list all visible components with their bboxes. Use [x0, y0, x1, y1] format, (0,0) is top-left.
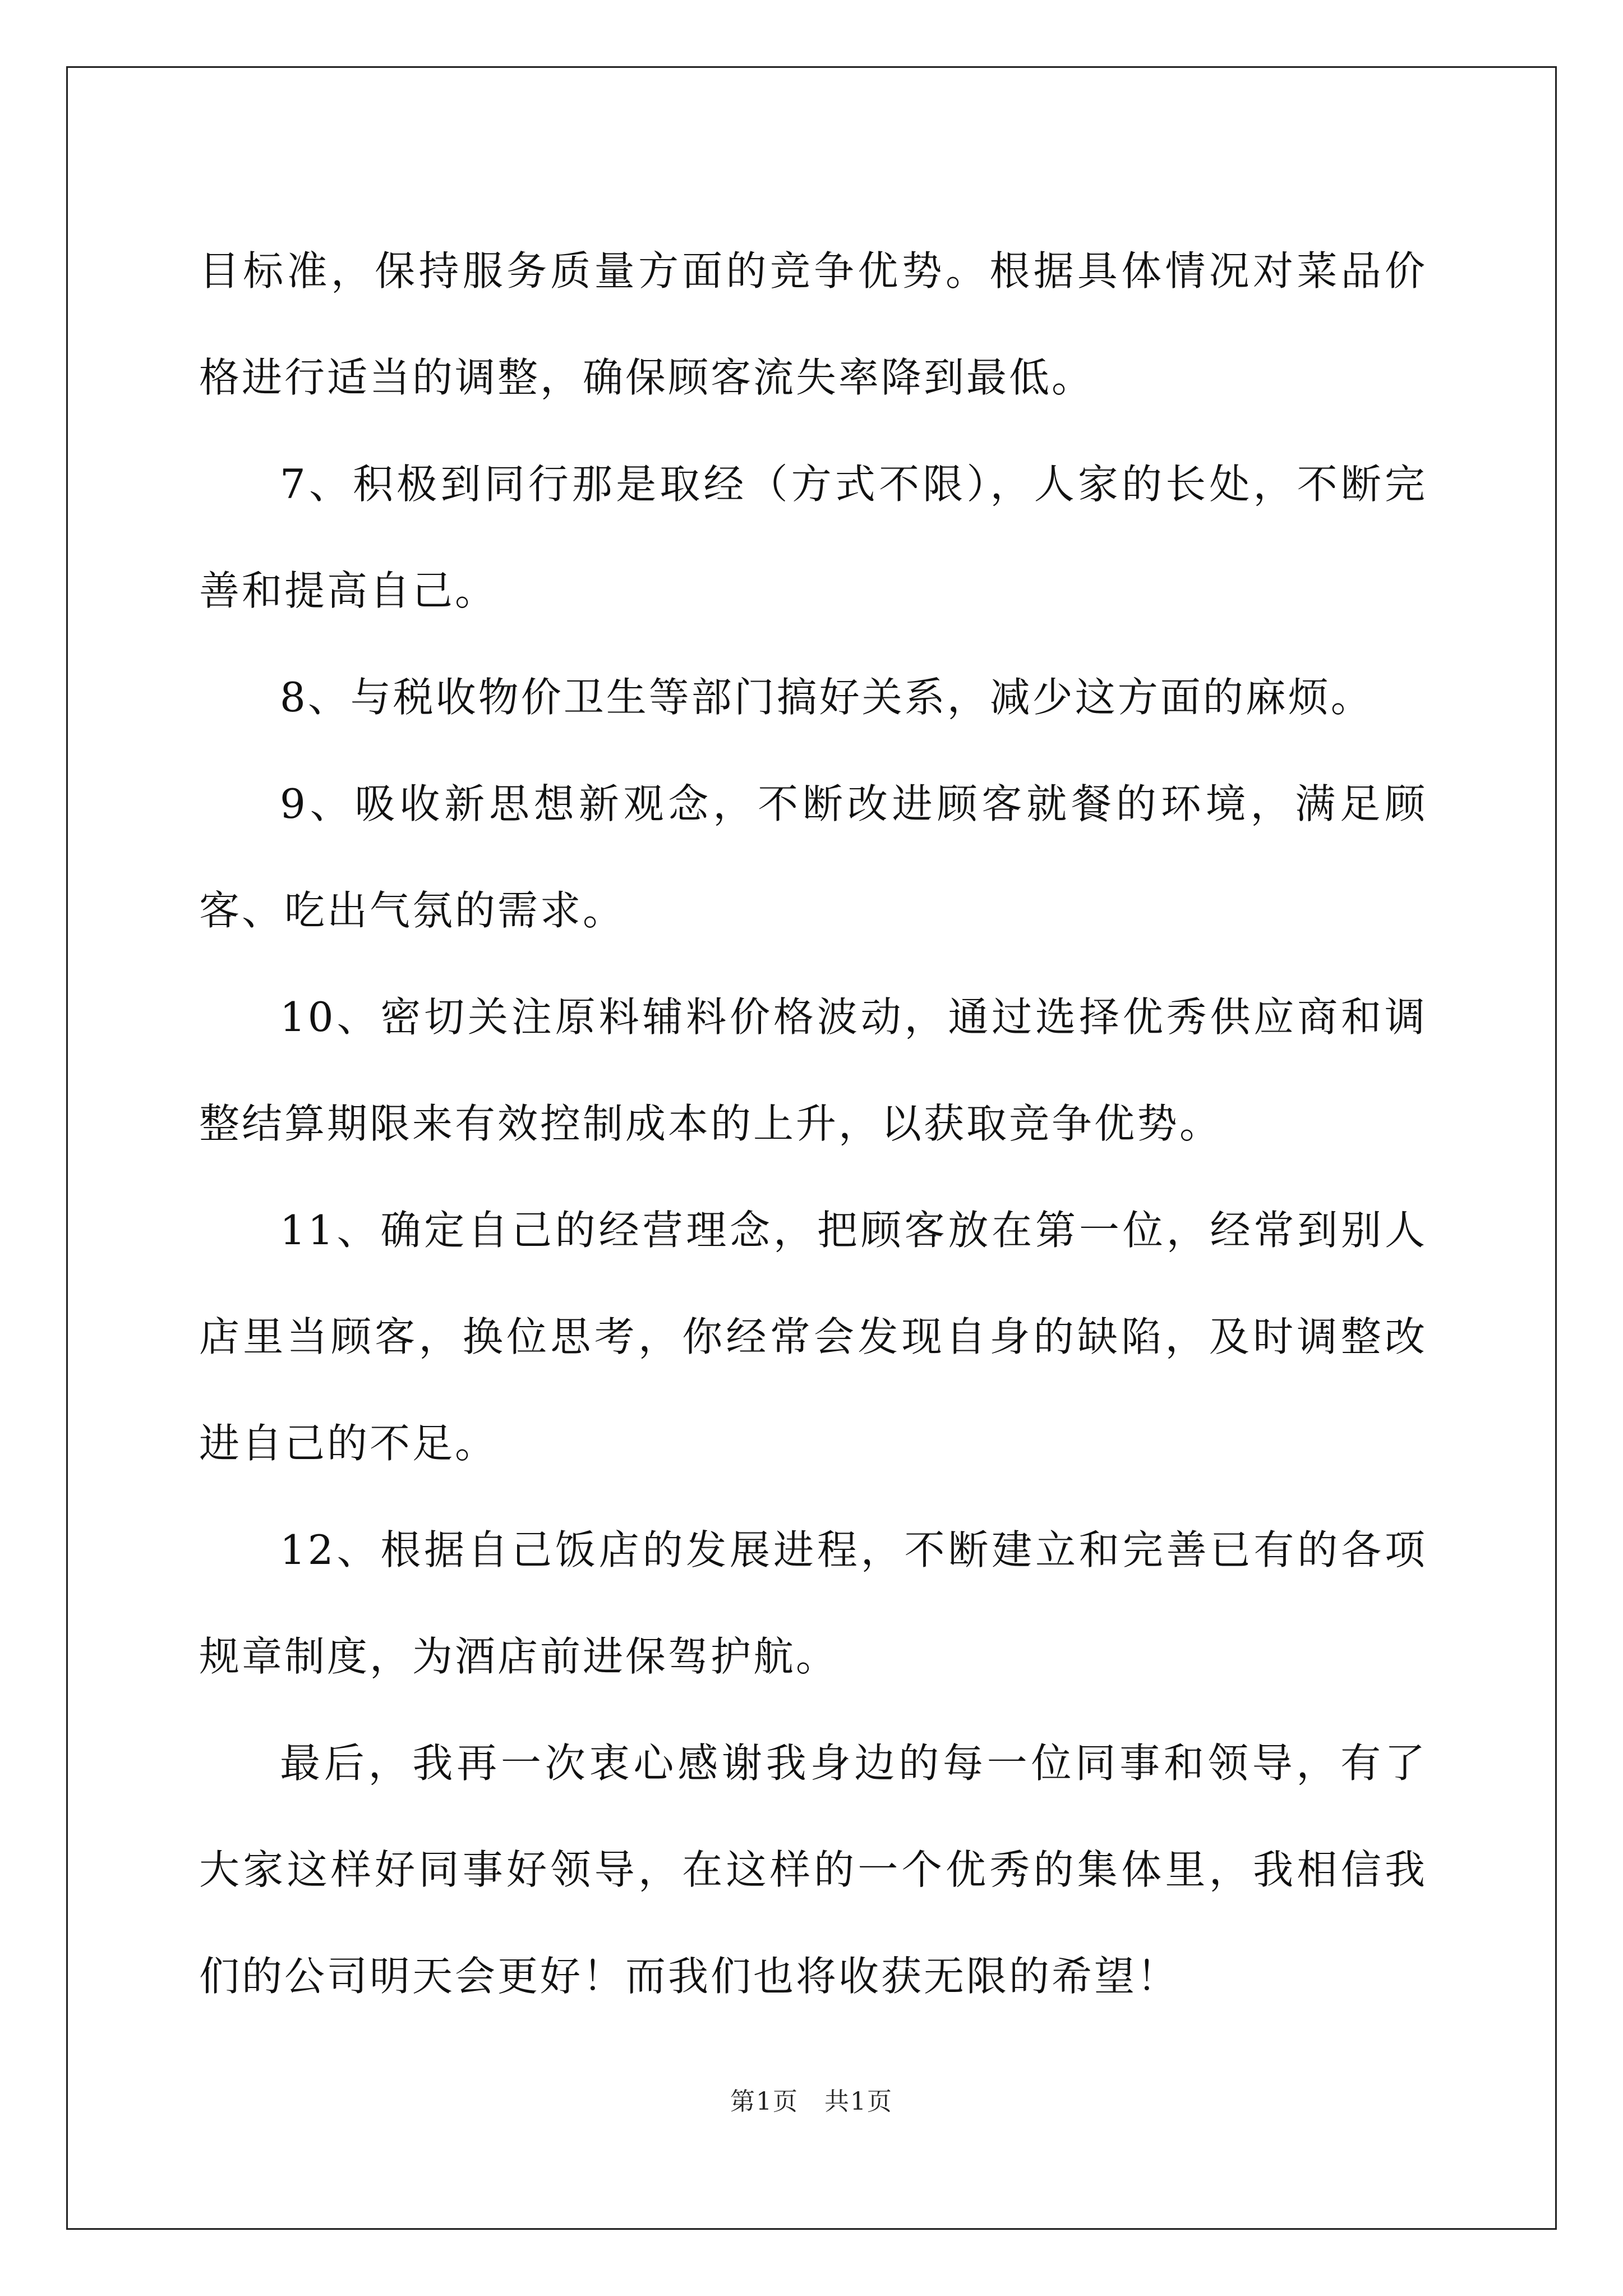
paragraph-item-8: 8、与税收物价卫生等部门搞好关系，减少这方面的麻烦。: [280, 674, 1373, 721]
paragraph-item-10: 10、密切关注原料辅料价格波动，通过选择优秀供应商和调整结算期限来有效控制成本的上升，以获取竞争优势。: [199, 993, 1427, 1147]
page-footer: [0, 2081, 1623, 2117]
paragraph-item-7: 7、积极到同行那是取经（方式不限），人家的长处，不断完善和提高自己。: [199, 461, 1427, 614]
page-number: 第1页: [730, 2087, 799, 2116]
paragraph-closing: 最后，我再一次衷心感谢我身边的每一位同事和领导，有了大家这样好同事好领导，在这样的一个优秀的集体里，我相信我们的公司明天会更好！而我们也将收获无限的希望！: [199, 1740, 1427, 2000]
paragraph-item-11: 11、确定自己的经营理念，把顾客放在第一位，经常到别人店里当顾客，换位思考，你经常会发现自身的缺陷，及时调整改进自己的不足。: [199, 1207, 1427, 1467]
paragraph-item-9: 9、吸收新思想新观念，不断改进顾客就餐的环境，满足顾客、吃出气氛的需求。: [199, 780, 1427, 934]
paragraph-item-12: 12、根据自己饭店的发展进程，不断建立和完善已有的各项规章制度，为酒店前进保驾护航。: [199, 1526, 1427, 1680]
paragraph-continuation: 目标准，保持服务质量方面的竞争优势。根据具体情况对菜品价格进行适当的调整，确保顾客流失率降到最低。: [199, 247, 1427, 401]
page-total: 共1页: [824, 2087, 893, 2116]
document-body: [199, 218, 1427, 2030]
